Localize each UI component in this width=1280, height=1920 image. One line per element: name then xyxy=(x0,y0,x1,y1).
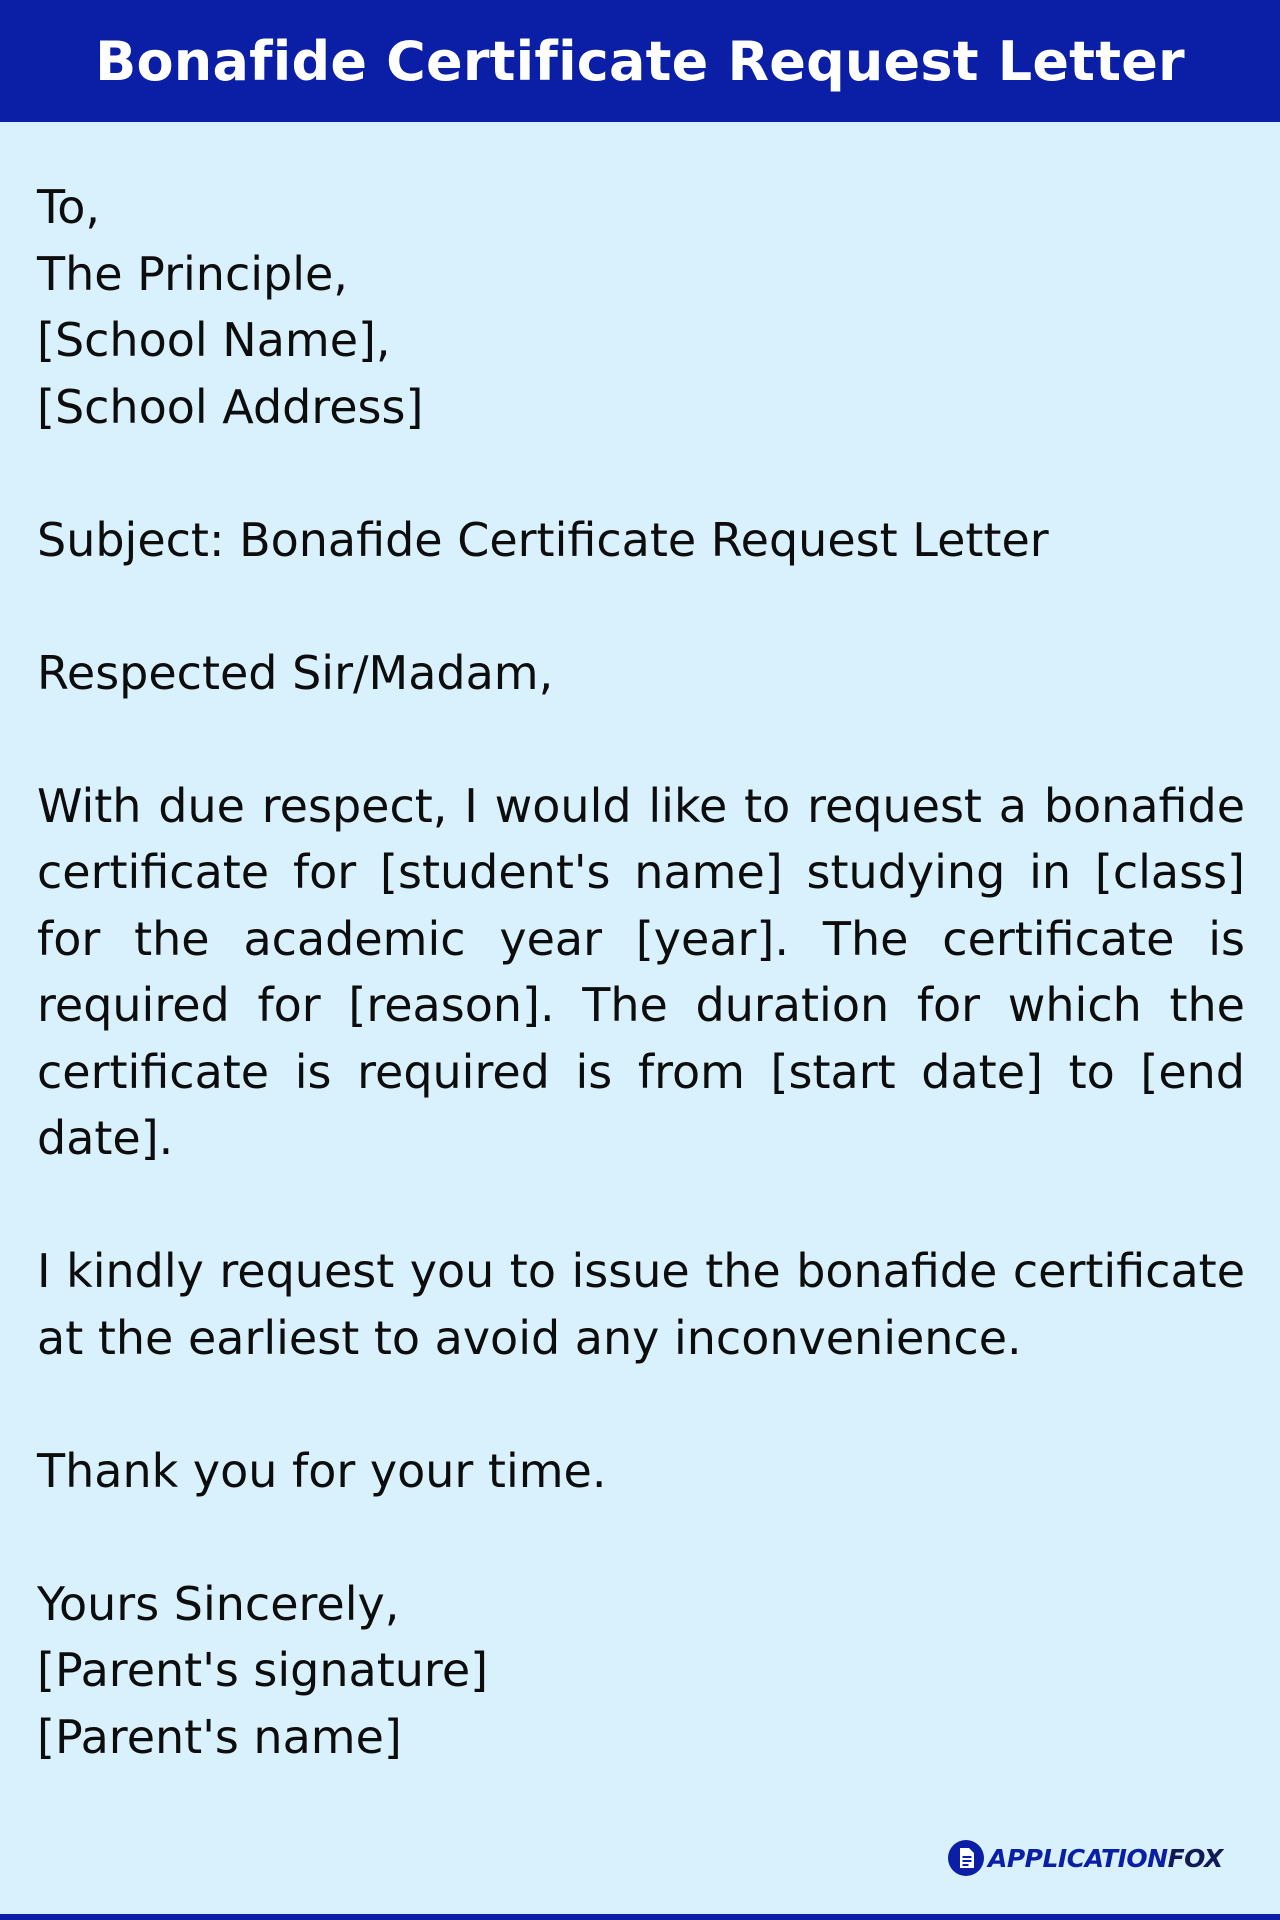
sender-name: [Parent's name] xyxy=(37,1709,402,1764)
address-line: [School Address] xyxy=(37,379,424,434)
address-line: The Principle, xyxy=(37,246,348,301)
subject-line: Subject: Bonafide Certificate Request Letter xyxy=(37,512,1049,567)
body-paragraph-2: I kindly request you to issue the bonafide certificate at the earliest to avoid any inconvenience. xyxy=(37,1244,1245,1365)
letter-body xyxy=(37,174,1245,1770)
bottom-bar xyxy=(0,1914,1280,1920)
closing-line: Yours Sincerely, xyxy=(37,1576,400,1631)
signature-line: [Parent's signature] xyxy=(37,1643,489,1697)
address-line: [School Name], xyxy=(37,313,391,367)
applicationfox-logo xyxy=(948,1838,1223,1878)
document-icon xyxy=(948,1840,984,1876)
body-paragraph-1: With due respect, I would like to request a bonafide certificate for [student's name] studying in [class] for the academic year [year]. The certificate is required for [reason]. The duration for which the certificate is required is from [start date] to [end date]. xyxy=(37,778,1245,1165)
thanks-line: Thank you for your time. xyxy=(37,1443,607,1498)
salutation: Respected Sir/Madam, xyxy=(37,645,554,700)
header-banner xyxy=(0,0,1280,122)
address-line: To, xyxy=(37,180,101,234)
recipient-address xyxy=(37,174,1245,440)
logo-wordmark: APPLICATIONFOX xyxy=(988,1843,1223,1873)
page-title: Bonafide Certificate Request Letter xyxy=(95,29,1185,93)
